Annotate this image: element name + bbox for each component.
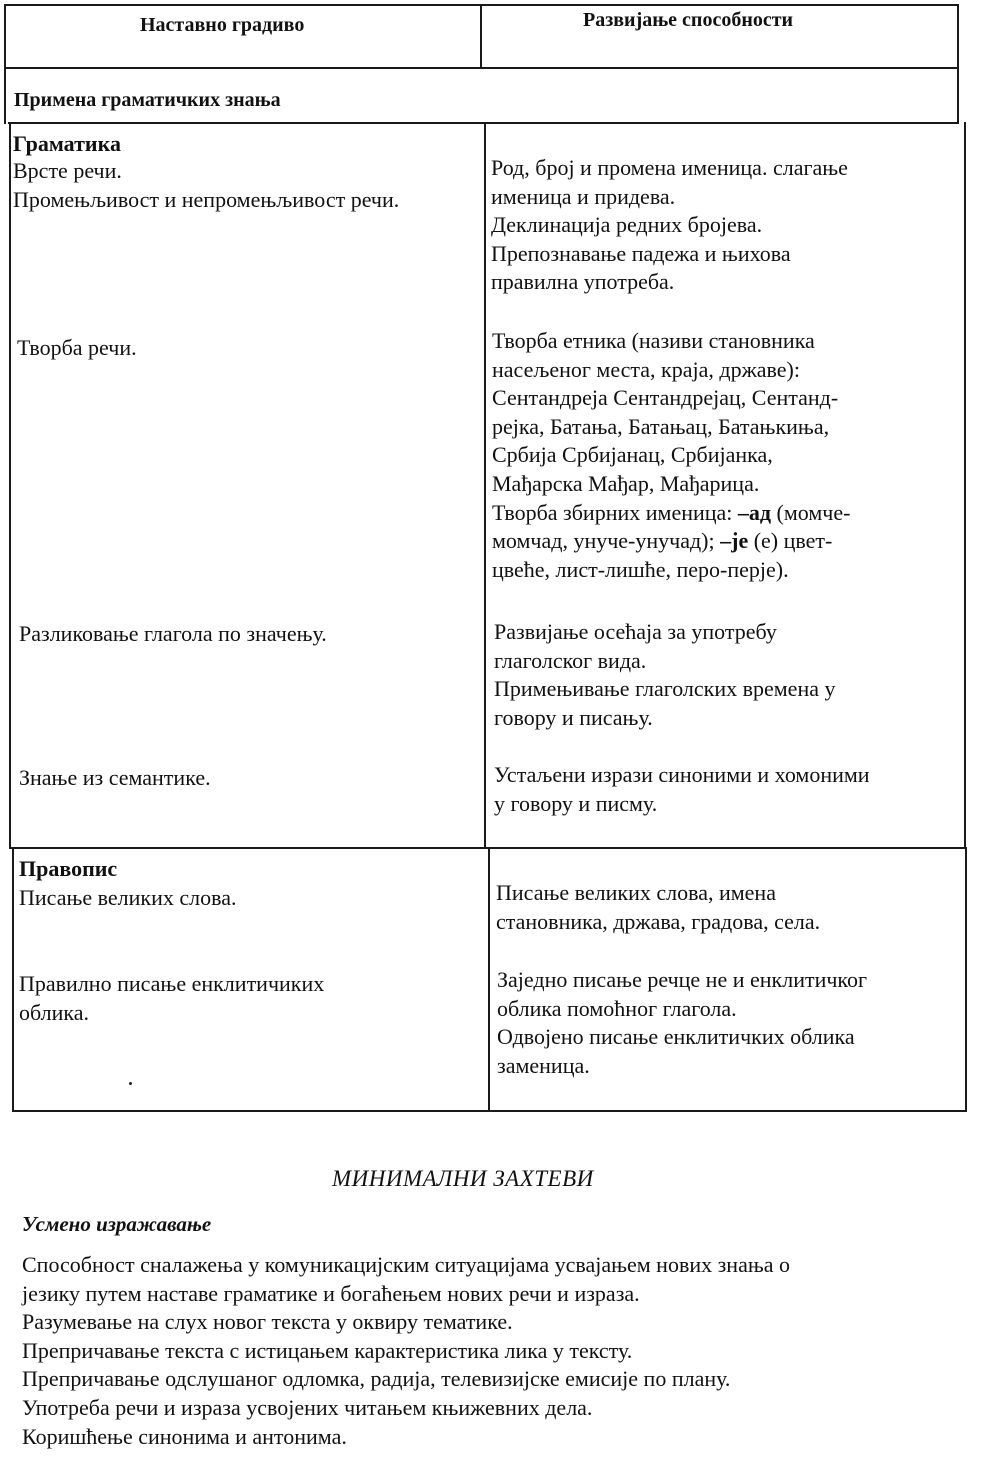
- list-item: Творба етника (називи становника: [492, 328, 815, 353]
- word-formation-right: [492, 327, 850, 584]
- orthography-heading: Правопис: [19, 856, 118, 881]
- list-item: именица и придева.: [491, 183, 676, 209]
- orthography-left-1: Писање великих слова.: [19, 885, 237, 910]
- section-title: Примена граматичких знања: [14, 89, 281, 111]
- list-item: становника, држава, градова, села.: [496, 908, 821, 934]
- word-formation-left: Творба речи.: [17, 335, 137, 360]
- list-item: Род, број и промена именица. слагање: [491, 155, 848, 180]
- list-item: Промењљивост и непромењљивост речи.: [13, 186, 400, 212]
- header-col-content: Наставно градиво: [140, 14, 305, 36]
- table-border-right-top: [957, 4, 959, 124]
- column-divider-orthography: [488, 847, 490, 1112]
- suffix-ad: –ад: [737, 499, 772, 525]
- grammar-right-cell: [491, 154, 848, 297]
- list-item: у говору и писму.: [494, 790, 658, 816]
- list-item: језику путем наставе граматике и богаћењем нових речи и израза.: [22, 1280, 640, 1306]
- list-item: Препознавање падежа и њихова: [491, 240, 791, 266]
- list-item: облика помоћног глагола.: [497, 995, 737, 1021]
- list-item: Заједно писање речце не и енклитичког: [497, 967, 868, 992]
- verbs-left: Разликовање глагола по значењу.: [19, 621, 327, 646]
- list-item: Мађарска Мађар, Мађарица.: [492, 470, 760, 496]
- list-item: насељеног места, краја, државе):: [492, 356, 800, 382]
- table-border-left-bottom: [12, 847, 14, 1112]
- list-item: правилна употреба.: [491, 269, 675, 295]
- list-item: цвеће, лист-лишће, перо-перје).: [492, 556, 789, 582]
- semantics-left: Знање из семантике.: [19, 765, 211, 790]
- list-item: Сентандреја Сентандрејац, Сентанд-: [492, 385, 839, 411]
- list-item: Препричавање текста с истицањем карактеристика лика у тексту.: [22, 1337, 633, 1363]
- list-item: Деклинација редних бројева.: [491, 212, 763, 238]
- list-item: Одвојено писање енклитичких облика: [497, 1024, 855, 1050]
- orthography-right-1: [496, 879, 820, 936]
- orthography-right-2: [497, 966, 867, 1080]
- list-item: Србија Србијанац, Србијанка,: [492, 442, 773, 468]
- suffix-je: –је: [720, 528, 749, 554]
- list-item: говору и писању.: [494, 704, 653, 730]
- list-item: Употреба речи и израза усвојених читањем књижевних дела.: [22, 1394, 593, 1420]
- list-item: момчад, унуче-унучад); –је (е) цвет-: [492, 528, 833, 554]
- requirements-title: МИНИМАЛНИ ЗАХТЕВИ: [332, 1166, 594, 1191]
- list-item: Разумевање на слух новог текста у оквиру тематике.: [22, 1309, 513, 1335]
- list-item: рејка, Батања, Батањац, Батањкиња,: [492, 413, 830, 439]
- table-border-left-top: [4, 4, 6, 124]
- table-border-right: [964, 122, 966, 849]
- list-item: Развијање осећаја за употребу: [494, 619, 777, 644]
- list-item: Препричавање одслушаног одломка, радија, телевизијске емисије по плану.: [22, 1366, 731, 1392]
- list-item: Способност сналажења у комуникацијским ситуацијама усвајањем нових знања о: [22, 1252, 791, 1277]
- list-item: Примењивање глаголских времена у: [494, 676, 836, 702]
- list-item: Писање великих слова, имена: [496, 880, 776, 905]
- header-col-abilities: Развијање способности: [583, 9, 794, 31]
- column-divider-header: [480, 4, 482, 69]
- list-item: Творба збирних именица: –ад (момче-: [492, 499, 851, 525]
- list-item: глаголског вида.: [494, 647, 647, 673]
- grammar-heading: Граматика: [13, 131, 121, 156]
- grammar-left-cell: [13, 157, 399, 214]
- list-item: облика.: [19, 999, 90, 1025]
- stray-dot: [129, 1082, 132, 1085]
- list-item: Устаљени изрази синоними и хомоними: [494, 762, 870, 787]
- list-item: Правилно писање енклитичиких: [19, 971, 325, 996]
- column-divider-grammar: [484, 122, 486, 849]
- semantics-right: [494, 761, 870, 818]
- orthography-left-2: [19, 970, 324, 1027]
- table-border-left: [9, 122, 11, 849]
- list-item: заменица.: [497, 1052, 590, 1078]
- list-item: Коришћење синонима и антонима.: [22, 1423, 347, 1449]
- requirements-list: [22, 1251, 790, 1451]
- requirements-subtitle: Усмено изражавање: [22, 1212, 212, 1236]
- verbs-right: [494, 618, 835, 732]
- table-border-right-bottom: [965, 847, 967, 1112]
- list-item: Врсте речи.: [13, 158, 122, 183]
